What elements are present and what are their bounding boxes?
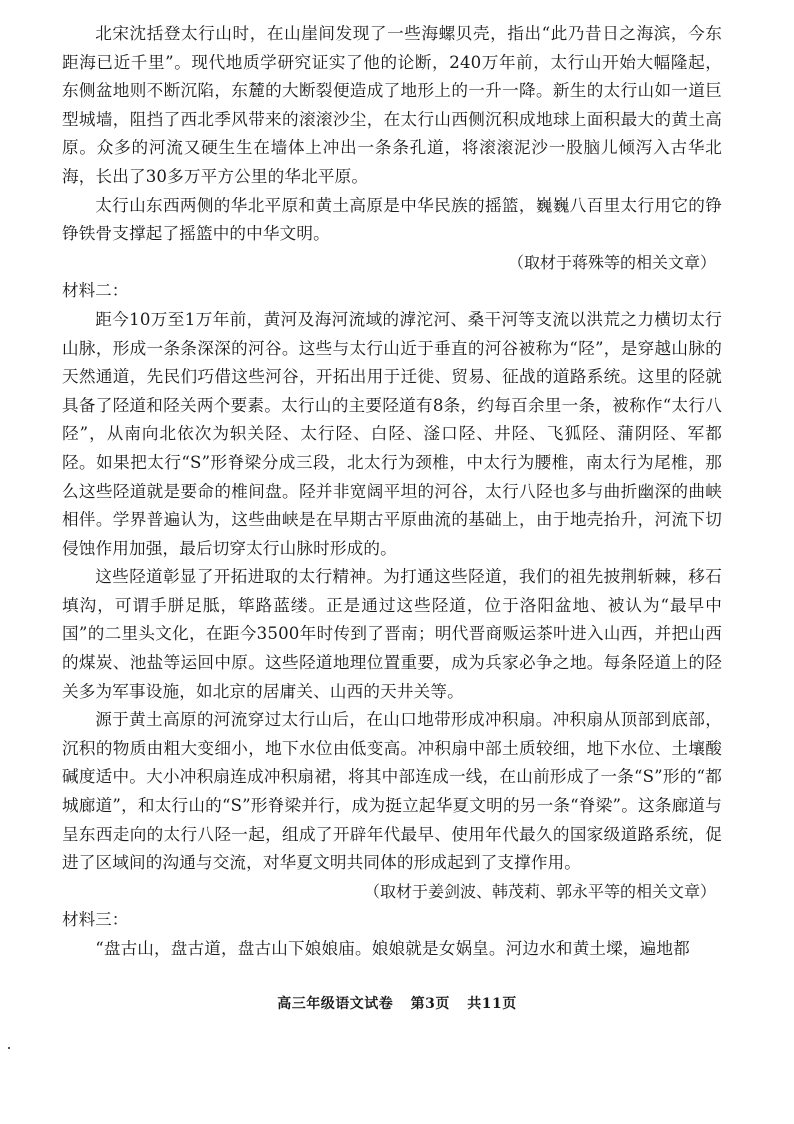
paragraph-xing-passes: 距今10万至1万年前，黄河及海河流域的滹沱河、桑干河等支流以洪荒之力横切太行山脉，形成一条条深深的河谷。这些与太行山近于垂直的河谷被称为“陉”，是穿越山脉的天然通道，先民们巧借这些河谷，开拓出用于迁徙、贸易、征战的道路系统。这里的陉就具备了陉道和陉关两个要素。太行山的主要陉道有8条，约每百余里一条，被称作“太行八陉”，从南向北依次为轵关陉、太行陉、白陉、滏口陉、井陉、飞狐陉、蒲阴陉、军都陉。如果把太行“S”形脊梁分成三段，北太行为颈椎，中太行为腰椎，南太行为尾椎，那么这些陉道就是要命的椎间盘。陉并非宽阔平坦的河谷，太行八陉也多与曲折幽深的曲峡相伴。学界普遍认为，这些曲峡是在早期古平原曲流的基础上，由于地壳抬升，河流下切侵蚀作用加强，最后切穿太行山脉时形成的。: [62, 309, 722, 558]
source-citation-2: （取材于姜剑波、韩茂莉、郭永平等的相关文章）: [363, 881, 716, 901]
source-citation-1: （取材于蒋殊等的相关文章）: [507, 252, 716, 272]
page-body: [62, 20, 722, 964]
page-footer: [0, 994, 794, 1014]
footer-exam-title: 高三年级语文试卷: [277, 996, 394, 1012]
paragraph-taihang-spirit: 这些陉道彰显了开拓进取的太行精神。为打通这些陉道，我们的祖先披荆斩棘，移石填沟，可谓手胼足胝，筚路蓝缕。正是通过这些陉道，位于洛阳盆地、被认为“最早中国”的二里头文化，在距今3500年时传到了晋南；明代晋商贩运茶叶进入山西，并把山西的煤炭、池盐等运回中原。这些陉道地理位置重要，成为兵家必争之地。每条陉道上的陉关多为军事设施，如北京的居庸关、山西的天井关等。: [62, 567, 722, 701]
section-label-material-3: 材料三：: [62, 910, 129, 930]
paragraph-pangu: “盘古山，盘古道，盘古山下娘娘庙。娘娘就是女娲皇。河边水和黄土墚，遍地都: [95, 939, 690, 958]
footer-page-number: 第3页: [410, 996, 450, 1012]
paragraph-alluvial-fan: 源于黄土高原的河流穿过太行山后，在山口地带形成冲积扇。冲积扇从顶部到底部，沉积的物质由粗大变细小，地下水位由低变高。冲积扇中部土质较细，地下水位、土壤酸碱度适中。大小冲积扇连成冲积扇裙，将其中部连成一线，在山前形成了一条“S”形的“都城廊道”，和太行山的“S”形脊梁并行，成为挺立起华夏文明的另一条“脊梁”。这条廊道与呈东西走向的太行八陉一起，组成了开辟年代最早、使用年代最久的国家级道路系统，促进了区域间的沟通与交流，对华夏文明共同体的形成起到了支撑作用。: [62, 710, 722, 873]
footer-total-pages: 共11页: [467, 996, 517, 1012]
paragraph-cradle: 太行山东西两侧的华北平原和黄土高原是中华民族的摇篮，巍巍八百里太行用它的铮铮铁骨支撑起了摇篮中的中华文明。: [62, 195, 722, 244]
scan-speck: [8, 1047, 10, 1049]
paragraph-taihang-origin: 北宋沈括登太行山时，在山崖间发现了一些海螺贝壳，指出“此乃昔日之海滨，今东距海已近千里”。现代地质学研究证实了他的论断，240万年前，太行山开始大幅隆起，东侧盆地则不断沉陷，东麓的大断裂便造成了地形上的一升一降。新生的太行山如一道巨型城墙，阻挡了西北季风带来的滚滚沙尘，在太行山西侧沉积成地球上面积最大的黄土高原。众多的河流又硬生生在墙体上冲出一条条孔道，将滚滚泥沙一股脑儿倾泻入古华北海，长出了30多万平方公里的华北平原。: [62, 24, 722, 186]
section-label-material-2: 材料二：: [62, 281, 129, 301]
